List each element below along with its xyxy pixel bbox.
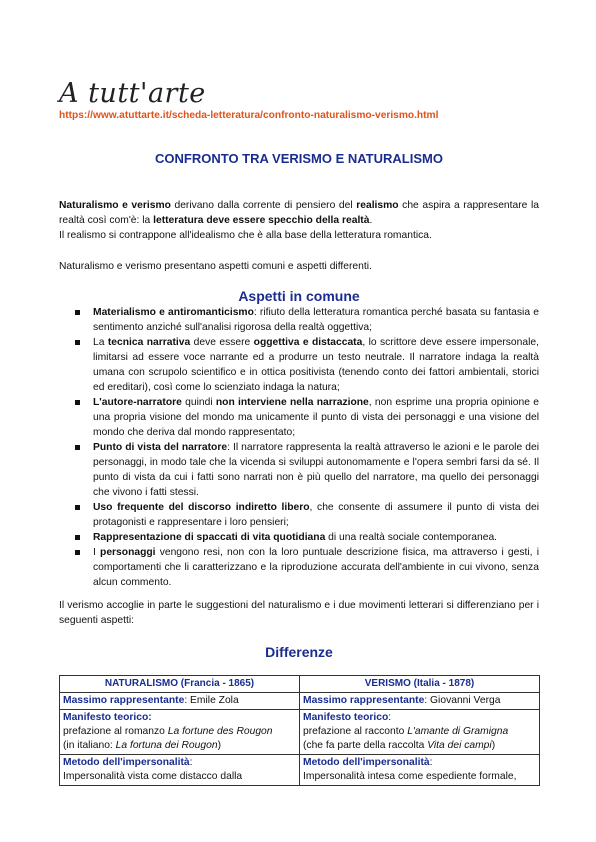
table-cell	[300, 710, 540, 755]
cell-text: )	[491, 740, 496, 751]
text-run: derivano dalla corrente di pensiero del	[170, 200, 357, 211]
cell-text: :	[429, 757, 433, 768]
text-run: deve essere	[190, 337, 254, 348]
cell-label: Metodo dell'impersonalità	[63, 757, 190, 768]
table-row	[60, 710, 540, 755]
text-run: quindi	[181, 397, 216, 408]
bold-run: tecnica narrativa	[107, 337, 191, 348]
list-item-text	[93, 397, 539, 438]
cell-title: Vita dei campi	[427, 740, 492, 751]
list-item	[59, 545, 539, 590]
text-run: , lo scrittore deve essere impersonale, limitarsi ad essere voce narrante ed a produrre un testo neutrale. Il narratore indaga la realtà umana con scrupolo scientifico e in ottica positivista (tenendo conto dei fattori ambientali, storici ed ereditari), così come lo scienziato indaga la natura;	[93, 337, 539, 393]
cell-text: : Emile Zola	[184, 695, 239, 706]
list-item	[59, 440, 539, 500]
page-title: CONFRONTO TRA VERISMO E NATURALISMO	[155, 151, 443, 166]
table-cell	[300, 755, 540, 786]
list-item-text	[93, 307, 539, 333]
cell-text: prefazione al racconto	[303, 726, 408, 737]
cell-label: Massimo rappresentante	[63, 695, 185, 706]
bold-run: L'autore-narratore	[93, 397, 182, 408]
bold-run: Uso frequente del discorso indiretto libero	[93, 502, 310, 513]
bold-run: Rappresentazione di spaccati di vita quotidiana	[93, 532, 326, 543]
source-url[interactable]: https://www.atuttarte.it/scheda-letteratura/confronto-naturalismo-verismo.html	[59, 110, 439, 121]
cell-text: (che fa parte della raccolta	[303, 740, 428, 751]
table-cell	[300, 693, 540, 710]
intro-paragraph	[59, 198, 539, 243]
bullet-icon	[75, 535, 80, 540]
text-run: vengono resi, non con la loro puntuale descrizione fisica, ma attraverso i gesti, i comportamenti che li caratterizzano e la riproduzione accurata dell'ambiente in cui vivono, senza alcun commento.	[93, 547, 539, 588]
cell-text: Impersonalità vista come distacco dalla	[63, 771, 243, 782]
cell-text: (in italiano:	[63, 740, 116, 751]
bold-run: personaggi	[100, 547, 156, 558]
cell-title: La fortune des Rougon	[167, 726, 273, 737]
column-header-naturalismo: NATURALISMO (Francia - 1865)	[60, 676, 300, 693]
section-heading-common: Aspetti in comune	[238, 288, 360, 304]
text-run: : Il narratore rappresenta la realtà attraverso le azioni e le parole dei personaggi, in modo tale che la vicenda si sviluppi autonomamente e l'opera sembri farsi da sé. Il punto di vista da cui i fatti sono narrati non è più quello del narratore, ma quello dei personaggi che vivono i fatti stessi.	[93, 442, 539, 498]
list-item-text	[93, 547, 539, 588]
cell-text: prefazione al romanzo	[63, 726, 168, 737]
bullet-icon	[75, 505, 80, 510]
list-item	[59, 305, 539, 335]
section-heading-differences: Differenze	[265, 644, 333, 660]
list-item-text	[93, 442, 539, 498]
column-header-verismo: VERISMO (Italia - 1878)	[300, 676, 540, 693]
list-item-text	[93, 337, 539, 393]
table-cell	[60, 693, 300, 710]
list-item	[59, 395, 539, 440]
text-run: , non esprime una propria opinione e una propria visione del mondo ma unicamente il punto di vista dei personaggi e una visione del mondo che deriva dal mondo rappresentato;	[93, 397, 539, 438]
list-item	[59, 335, 539, 395]
intro-text	[59, 200, 539, 226]
cell-title: L'amante di Gramigna	[407, 726, 509, 737]
differences-table	[59, 675, 540, 786]
cell-text: :	[189, 757, 193, 768]
text-run: , che consente di assumere il punto di vista dei protagonisti e rappresentare i loro pensieri;	[93, 502, 539, 528]
cell-label: Metodo dell'impersonalità	[303, 757, 430, 768]
common-aspects-list	[59, 305, 539, 590]
list-item-text	[93, 502, 539, 528]
bold-run: realismo	[356, 200, 399, 211]
list-item	[59, 530, 539, 545]
cell-text: )	[217, 740, 221, 751]
table-cell	[60, 755, 300, 786]
list-item-text	[93, 532, 497, 543]
text-run: che aspira a rappresentare la realtà così com'è: la	[59, 200, 539, 226]
cell-label: Manifesto teorico:	[63, 712, 152, 723]
list-item	[59, 500, 539, 530]
cell-title: La fortuna dei Rougon	[115, 740, 218, 751]
cell-label: Massimo rappresentante	[303, 695, 425, 706]
intro-line-2: Il realismo si contrappone all'idealismo che è alla base della letteratura romantica.	[59, 230, 432, 241]
cell-text: : Giovanni Verga	[424, 695, 501, 706]
table-cell	[60, 710, 300, 755]
bold-run: non interviene nella narrazione	[215, 397, 369, 408]
bold-run: Naturalismo e verismo	[59, 200, 171, 211]
bold-run: Punto di vista del narratore	[93, 442, 228, 453]
cell-label: Manifesto teorico	[303, 712, 389, 723]
text-run: : rifiuto della letteratura romantica perché basata su fantasia e sentimento anziché sull'analisi rigorosa della realtà oggettiva;	[93, 307, 539, 333]
bullet-icon	[75, 445, 80, 450]
text-run: I	[93, 547, 101, 558]
table-row	[60, 755, 540, 786]
bold-run: letteratura deve essere specchio della realtà	[153, 215, 370, 226]
table-header-row	[60, 676, 540, 693]
cell-text: Impersonalità intesa come espediente formale,	[303, 771, 517, 782]
bullet-icon	[75, 310, 80, 315]
bullet-icon	[75, 550, 80, 555]
site-logo[interactable]: A tutt'arte	[59, 78, 206, 109]
text-run: di una realtà sociale contemporanea.	[325, 532, 498, 543]
text-run: .	[369, 215, 373, 226]
table-row	[60, 693, 540, 710]
text-run: La	[93, 337, 108, 348]
bullet-icon	[75, 400, 80, 405]
bullet-icon	[75, 340, 80, 345]
bold-run: Materialismo e antiromanticismo	[93, 307, 254, 318]
bridge-paragraph: Il verismo accoglie in parte le suggestioni del naturalismo e i due movimenti letterari si differenziano per i seguenti aspetti:	[59, 600, 539, 626]
cell-text: :	[388, 712, 392, 723]
bold-run: oggettiva e distaccata	[253, 337, 363, 348]
intro-paragraph-2: Naturalismo e verismo presentano aspetti comuni e aspetti differenti.	[59, 261, 372, 272]
